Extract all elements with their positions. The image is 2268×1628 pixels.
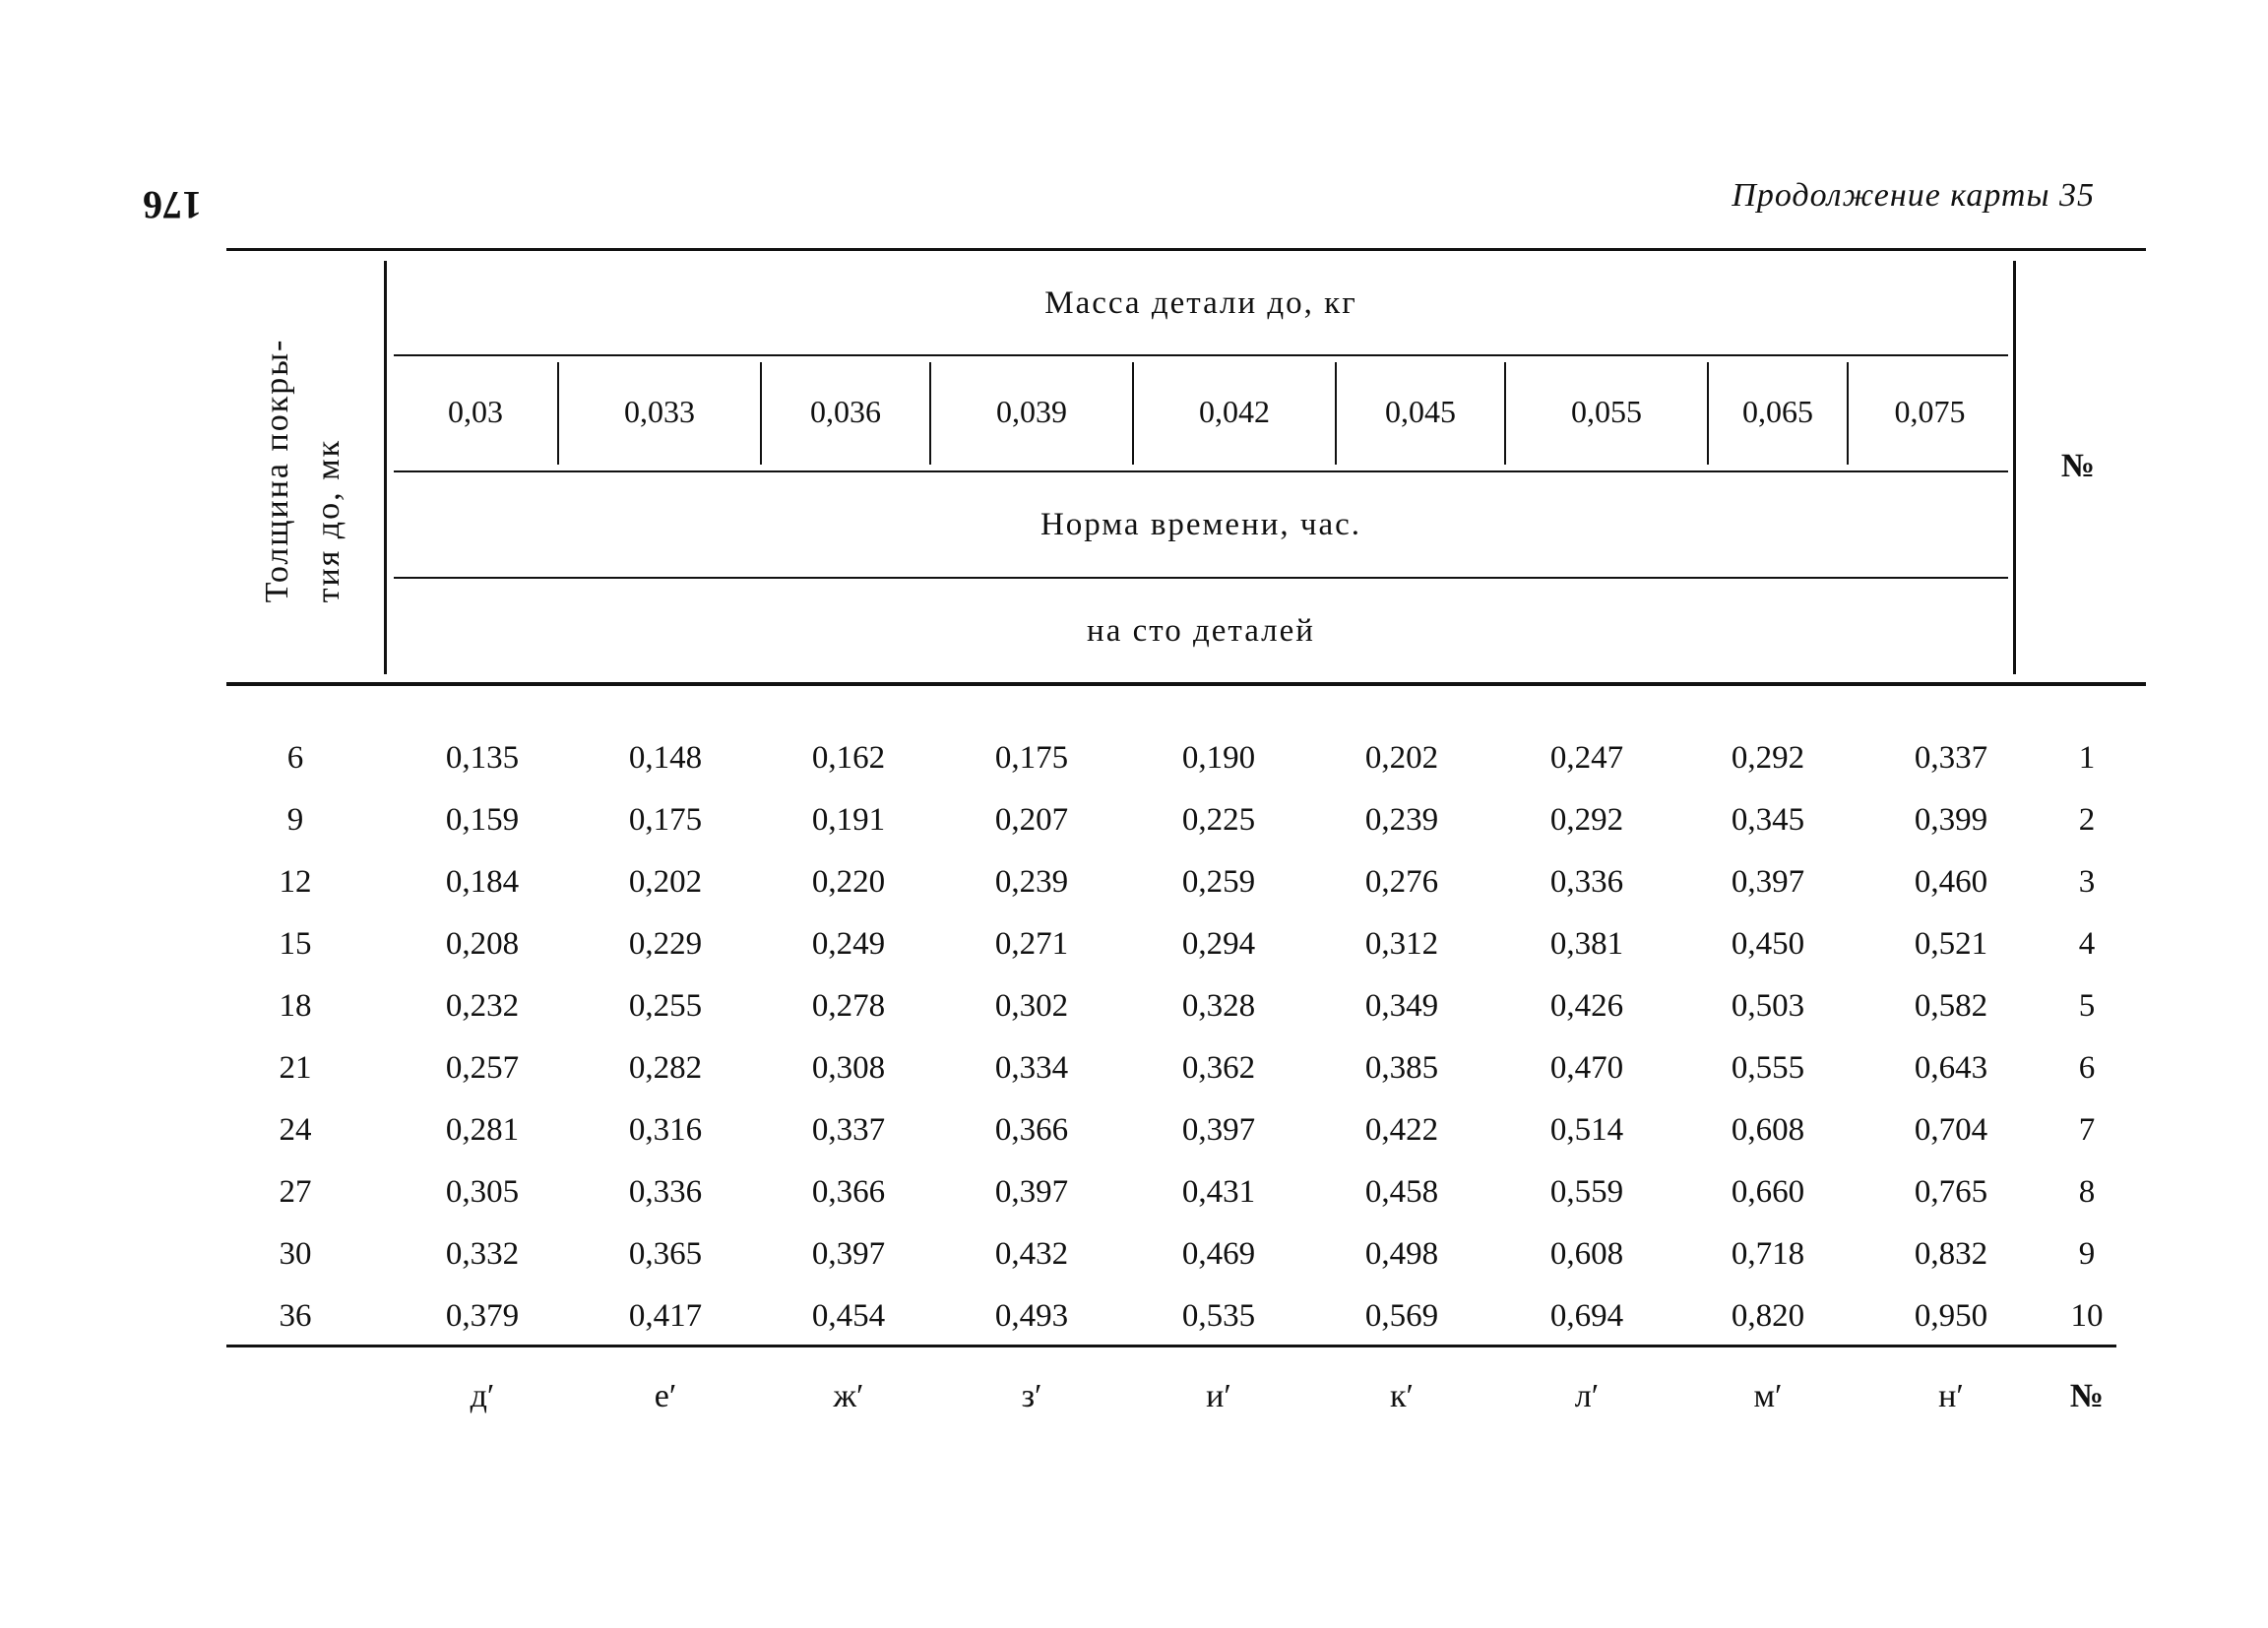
row-number-cell: 9: [2078, 1236, 2096, 1272]
thickness-cell: 12: [279, 864, 312, 900]
norm-value-cell: 0,417: [628, 1298, 703, 1334]
mass-value: 0,036: [810, 394, 881, 429]
table-row: [0, 1162, 2268, 1221]
norm-value-cell: 0,704: [1914, 1112, 1988, 1148]
mass-rule: [394, 354, 2008, 356]
row-number-cell: 6: [2078, 1050, 2096, 1086]
table-row: [0, 976, 2268, 1035]
table-row: [0, 790, 2268, 849]
row-number-cell: 4: [2078, 926, 2096, 962]
column-letter-label: н′: [1938, 1378, 1964, 1414]
norm-value-cell: 0,765: [1914, 1174, 1988, 1210]
number-header: №: [2060, 448, 2096, 484]
norm-value-cell: 0,503: [1731, 988, 1805, 1024]
header-left-divider: [384, 261, 387, 674]
norm-value-cell: 0,397: [811, 1236, 886, 1272]
column-letter-label: м′: [1753, 1378, 1783, 1414]
norm-value-cell: 0,820: [1731, 1298, 1805, 1334]
table-row: [0, 1100, 2268, 1159]
norm-value-cell: 0,381: [1549, 926, 1624, 962]
norm-value-cell: 0,569: [1364, 1298, 1439, 1334]
norm-value-cell: 0,362: [1181, 1050, 1256, 1086]
norm-value-cell: 0,660: [1731, 1174, 1805, 1210]
norm-value-cell: 0,162: [811, 740, 886, 776]
norm-value-cell: 0,294: [1181, 926, 1256, 962]
table-row: [0, 1224, 2268, 1284]
thickness-header: [229, 264, 377, 677]
norm-value-cell: 0,432: [994, 1236, 1069, 1272]
thickness-cell: 15: [279, 926, 312, 962]
mass-value: 0,075: [1894, 394, 1966, 429]
norm-value-cell: 0,232: [445, 988, 520, 1024]
row-number-cell: 8: [2078, 1174, 2096, 1210]
norm-value-cell: 0,208: [445, 926, 520, 962]
norm-value-cell: 0,514: [1549, 1112, 1624, 1148]
thickness-cell: 21: [279, 1050, 312, 1086]
norm-value-cell: 0,555: [1731, 1050, 1805, 1086]
norm-value-cell: 0,460: [1914, 864, 1988, 900]
norm-value-cell: 0,282: [628, 1050, 703, 1086]
table-row: [0, 1286, 2268, 1346]
thickness-cell: 36: [279, 1298, 312, 1334]
mass-value: 0,065: [1742, 394, 1813, 429]
norm-value-cell: 0,366: [811, 1174, 886, 1210]
norm-value-cell: 0,950: [1914, 1298, 1988, 1334]
norm-value-cell: 0,159: [445, 802, 520, 838]
norm-value-cell: 0,220: [811, 864, 886, 900]
norm-value-cell: 0,255: [628, 988, 703, 1024]
row-number-cell: 10: [2070, 1298, 2104, 1334]
norm-value-cell: 0,334: [994, 1050, 1069, 1086]
norm-value-cell: 0,305: [445, 1174, 520, 1210]
continuation-title: Продолжение карты 35: [1732, 177, 2095, 214]
number-footer-label: №: [2069, 1378, 2105, 1414]
mass-value: 0,039: [996, 394, 1067, 429]
norm-value-cell: 0,292: [1731, 740, 1805, 776]
norm-value-cell: 0,582: [1914, 988, 1988, 1024]
norm-value-cell: 0,308: [811, 1050, 886, 1086]
norm-value-cell: 0,832: [1914, 1236, 1988, 1272]
column-letter-label: к′: [1390, 1378, 1414, 1414]
norm-value-cell: 0,608: [1731, 1112, 1805, 1148]
norm-value-cell: 0,175: [628, 802, 703, 838]
mass-value: 0,055: [1571, 394, 1642, 429]
header-right-divider: [2013, 261, 2016, 674]
thickness-cell: 27: [279, 1174, 312, 1210]
norm-value-cell: 0,337: [811, 1112, 886, 1148]
column-letter-label: л′: [1574, 1378, 1600, 1414]
norm-value-cell: 0,450: [1731, 926, 1805, 962]
norm-value-cell: 0,332: [445, 1236, 520, 1272]
norm-value-cell: 0,608: [1549, 1236, 1624, 1272]
norm-value-cell: 0,498: [1364, 1236, 1439, 1272]
column-letter-label: е′: [654, 1378, 677, 1414]
norm-value-cell: 0,365: [628, 1236, 703, 1272]
norm-value-cell: 0,336: [1549, 864, 1624, 900]
norm-value-cell: 0,316: [628, 1112, 703, 1148]
norm-value-cell: 0,535: [1181, 1298, 1256, 1334]
norm-value-cell: 0,337: [1914, 740, 1988, 776]
thickness-cell: 24: [279, 1112, 312, 1148]
norm-value-cell: 0,431: [1181, 1174, 1256, 1210]
norm-value-cell: 0,190: [1181, 740, 1256, 776]
norm-value-cell: 0,184: [445, 864, 520, 900]
norm-value-cell: 0,202: [1364, 740, 1439, 776]
row-number-cell: 5: [2078, 988, 2096, 1024]
thickness-cell: 9: [286, 802, 304, 838]
mass-value: 0,045: [1385, 394, 1456, 429]
norm-value-cell: 0,225: [1181, 802, 1256, 838]
norm-value-cell: 0,328: [1181, 988, 1256, 1024]
thickness-cell: 30: [279, 1236, 312, 1272]
norm-value-cell: 0,276: [1364, 864, 1439, 900]
norm-value-cell: 0,247: [1549, 740, 1624, 776]
norm-value-cell: 0,521: [1914, 926, 1988, 962]
row-number-cell: 2: [2078, 802, 2096, 838]
norm-rule: [394, 470, 2008, 472]
norm-value-cell: 0,257: [445, 1050, 520, 1086]
norm-value-cell: 0,202: [628, 864, 703, 900]
page-number: 176: [143, 183, 202, 227]
column-letter-label: ж′: [833, 1378, 864, 1414]
norm-value-cell: 0,249: [811, 926, 886, 962]
norm-value-cell: 0,302: [994, 988, 1069, 1024]
row-number-cell: 7: [2078, 1112, 2096, 1148]
mass-value: 0,033: [624, 394, 695, 429]
norm-value-cell: 0,278: [811, 988, 886, 1024]
norm-value-cell: 0,229: [628, 926, 703, 962]
norm-value-cell: 0,259: [1181, 864, 1256, 900]
norm-value-cell: 0,135: [445, 740, 520, 776]
norm-value-cell: 0,397: [1731, 864, 1805, 900]
norm-value-cell: 0,336: [628, 1174, 703, 1210]
mass-title: Масса детали до, кг: [1044, 285, 1357, 321]
norm-value-cell: 0,345: [1731, 802, 1805, 838]
table-row: [0, 914, 2268, 973]
norm-value-cell: 0,349: [1364, 988, 1439, 1024]
norm-value-cell: 0,366: [994, 1112, 1069, 1148]
column-letter-label: и′: [1206, 1378, 1231, 1414]
norm-value-cell: 0,148: [628, 740, 703, 776]
norm-value-cell: 0,643: [1914, 1050, 1988, 1086]
norm-value-cell: 0,470: [1549, 1050, 1624, 1086]
norm-value-cell: 0,271: [994, 926, 1069, 962]
per-hundred-label: на сто деталей: [1087, 613, 1315, 649]
norm-value-cell: 0,175: [994, 740, 1069, 776]
norm-value-cell: 0,469: [1181, 1236, 1256, 1272]
column-letter-label: з′: [1021, 1378, 1042, 1414]
norm-value-cell: 0,399: [1914, 802, 1988, 838]
column-letter-label: д′: [470, 1378, 495, 1414]
row-number-cell: 3: [2078, 864, 2096, 900]
norm-title: Норма времени, час.: [1040, 507, 1362, 542]
mass-value: 0,03: [448, 394, 503, 429]
norm-value-cell: 0,385: [1364, 1050, 1439, 1086]
table-row: [0, 1038, 2268, 1097]
norm-value-cell: 0,379: [445, 1298, 520, 1334]
mass-value: 0,042: [1199, 394, 1270, 429]
norm-value-cell: 0,292: [1549, 802, 1624, 838]
norm-value-cell: 0,312: [1364, 926, 1439, 962]
norm-value-cell: 0,493: [994, 1298, 1069, 1334]
per-hundred-rule: [394, 577, 2008, 579]
norm-value-cell: 0,207: [994, 802, 1069, 838]
thickness-header-line: Толщина покры-: [259, 338, 295, 603]
norm-value-cell: 0,281: [445, 1112, 520, 1148]
norm-value-cell: 0,426: [1549, 988, 1624, 1024]
norm-value-cell: 0,718: [1731, 1236, 1805, 1272]
norm-value-cell: 0,422: [1364, 1112, 1439, 1148]
norm-value-cell: 0,191: [811, 802, 886, 838]
norm-value-cell: 0,397: [994, 1174, 1069, 1210]
norm-value-cell: 0,239: [994, 864, 1069, 900]
table-row: [0, 728, 2268, 787]
norm-value-cell: 0,694: [1549, 1298, 1624, 1334]
thickness-header-line: тия до, мк: [310, 438, 346, 603]
norm-value-cell: 0,559: [1549, 1174, 1624, 1210]
table-row: [0, 852, 2268, 911]
header-bottom-rule: [226, 682, 2146, 686]
norm-value-cell: 0,397: [1181, 1112, 1256, 1148]
norm-value-cell: 0,454: [811, 1298, 886, 1334]
thickness-cell: 6: [286, 740, 304, 776]
row-number-cell: 1: [2078, 740, 2096, 776]
top-rule: [226, 248, 2146, 251]
thickness-cell: 18: [279, 988, 312, 1024]
norm-value-cell: 0,239: [1364, 802, 1439, 838]
norm-value-cell: 0,458: [1364, 1174, 1439, 1210]
